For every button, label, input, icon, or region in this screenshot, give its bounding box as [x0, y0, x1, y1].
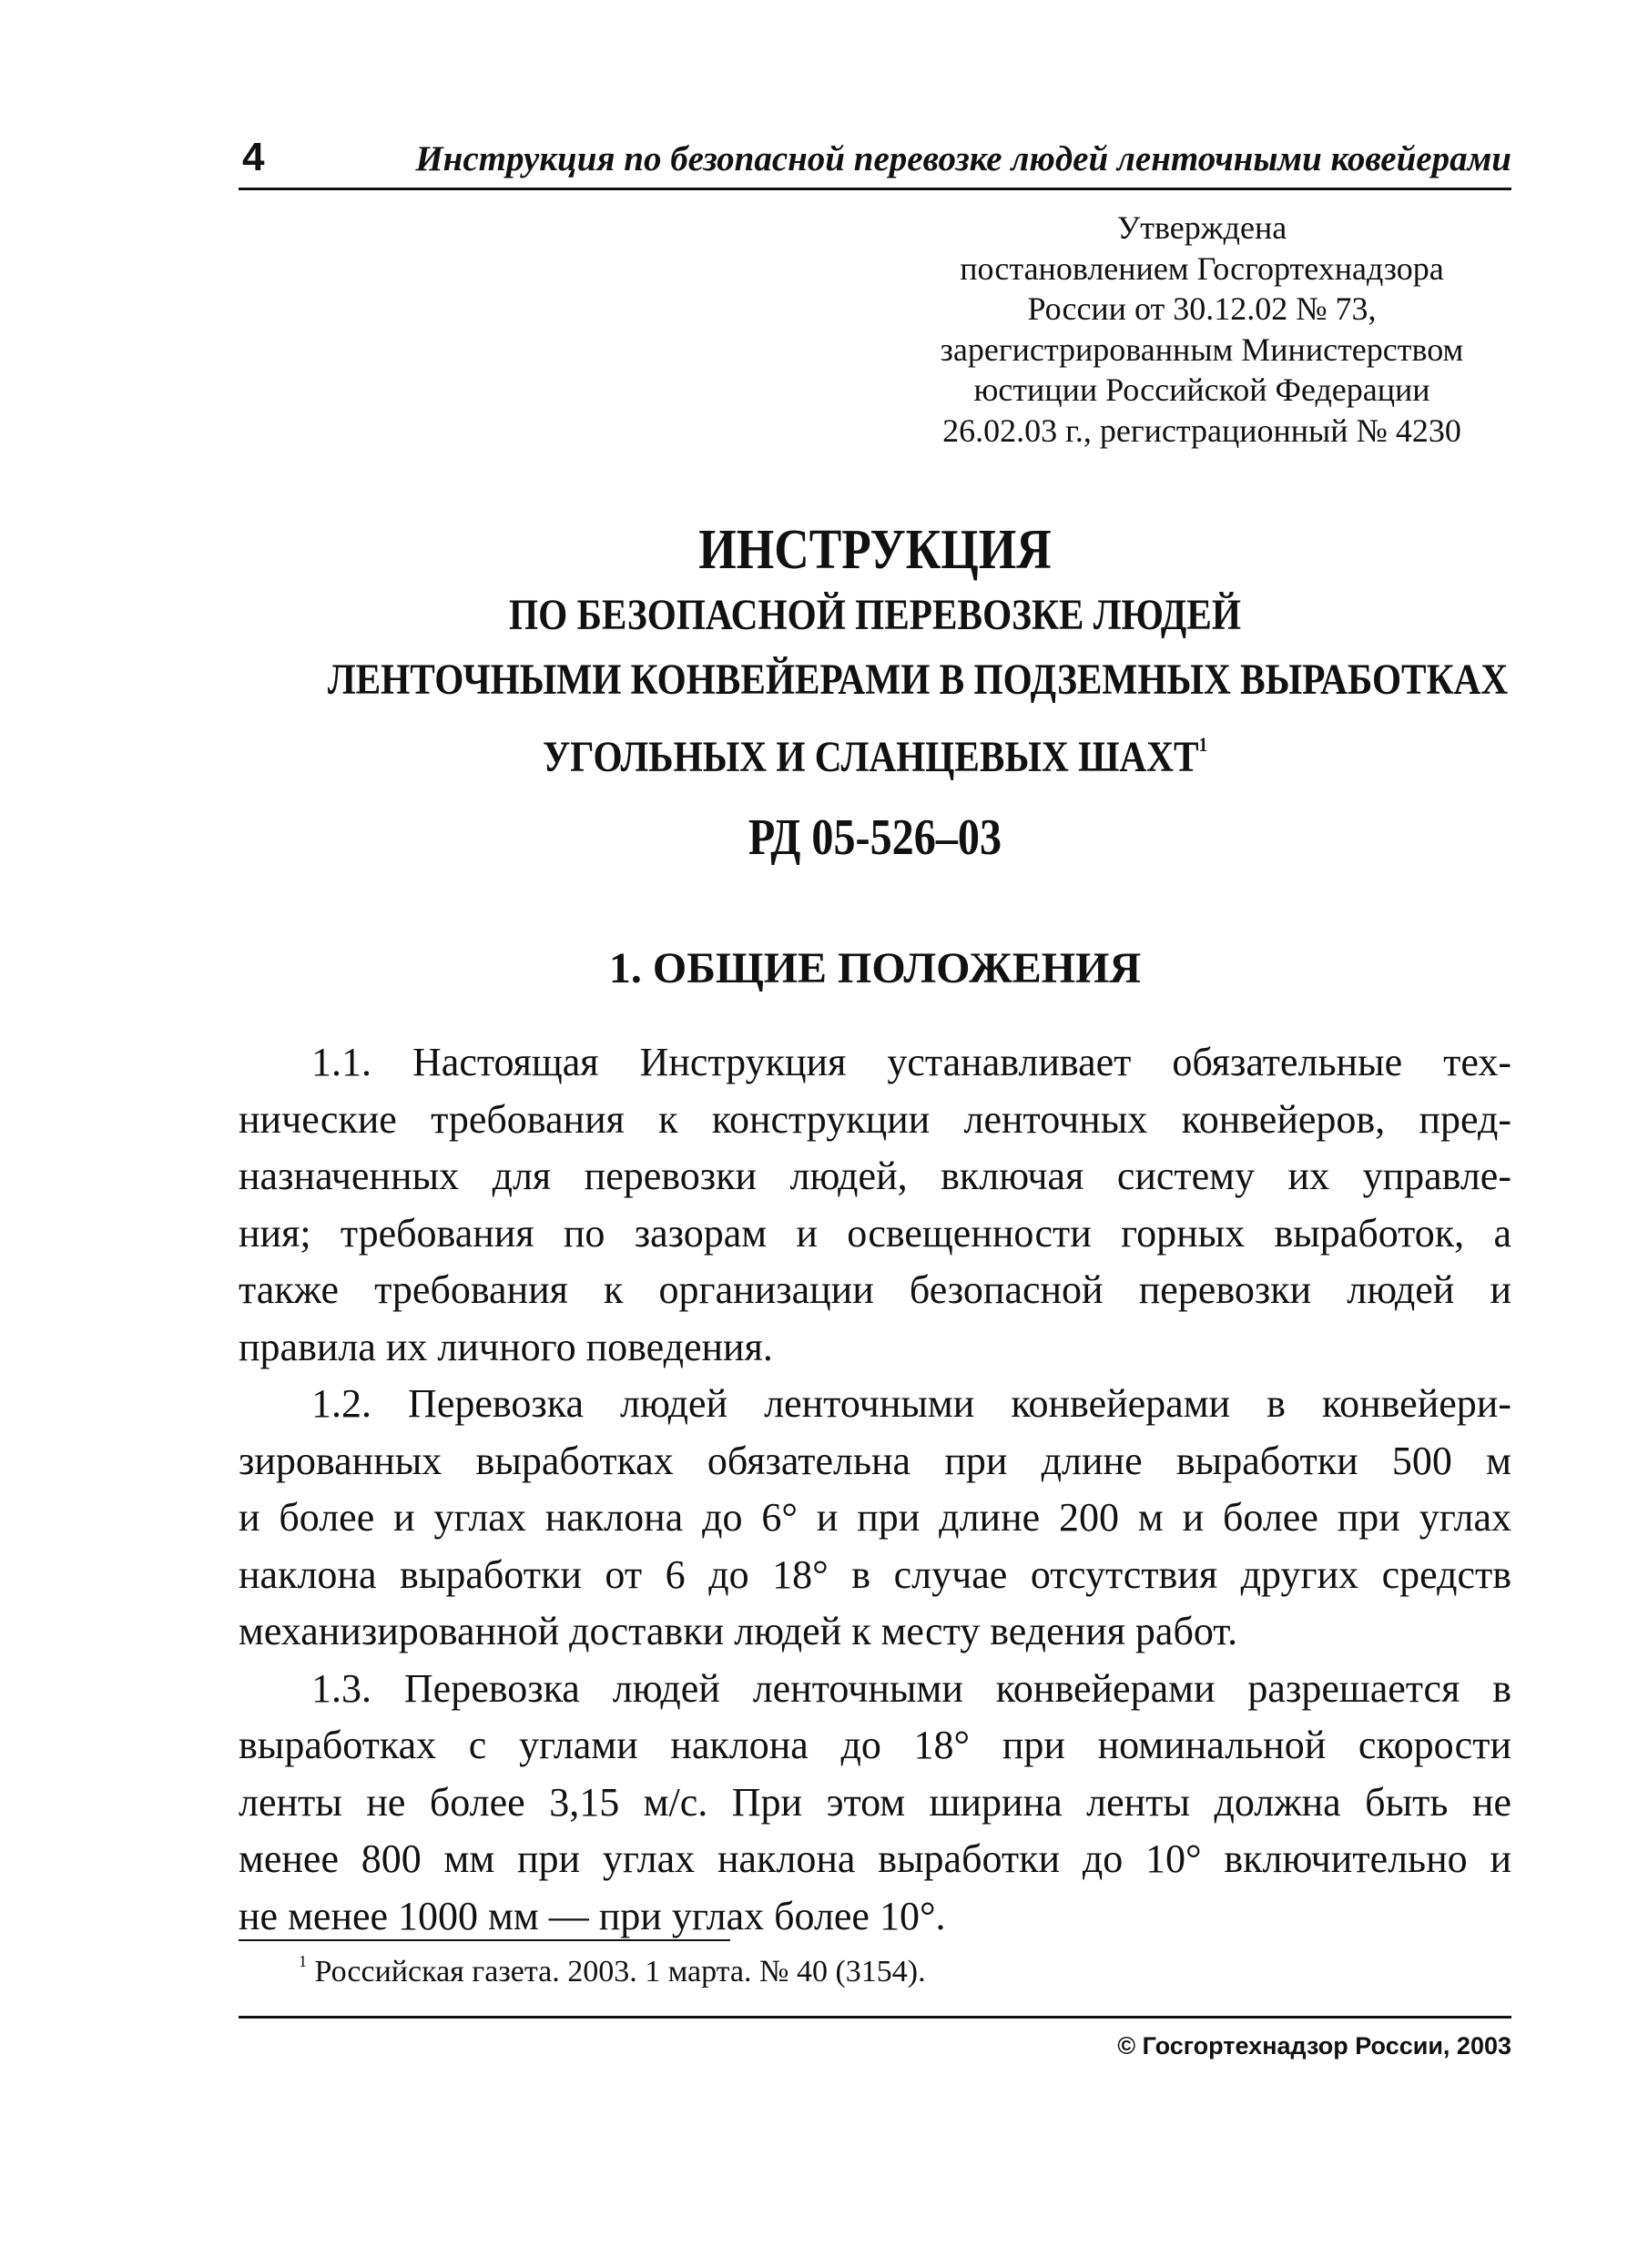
- approval-line: России от 30.12.02 № 73,: [1027, 290, 1377, 327]
- text-line: правила их личного поведения.: [239, 1324, 773, 1369]
- text-line: назначенных для перевозки людей, включая систему их управле-: [239, 1154, 1511, 1198]
- approval-line: Утверждена: [1116, 209, 1287, 246]
- section-heading: 1. ОБЩИЕ ПОЛОЖЕНИЯ: [608, 944, 1142, 992]
- approval-line: юстиции Российской Федерации: [973, 371, 1430, 408]
- footnote-mark: 1: [299, 1952, 307, 1970]
- text-line: ния; требования по зазорам и освещенности горных выработок, а: [239, 1210, 1511, 1256]
- running-title: Инструкция по безопасной перевозке людей ленточными ковейерами: [415, 139, 1511, 178]
- text-line: не менее 1000 мм — при углах более 10°.: [239, 1893, 946, 1938]
- copyright: © Госгортехнадзор России, 2003: [1117, 2032, 1511, 2060]
- approval-line: постановлением Госгортехнадзора: [960, 249, 1444, 287]
- title-subline-text: УГОЛЬНЫХ И СЛАНЦЕВЫХ ШАХТ: [542, 733, 1199, 781]
- paragraph-1-1: [239, 1034, 1511, 1376]
- title-main: ИНСТРУКЦИЯ: [698, 519, 1052, 581]
- document-title: [327, 517, 1509, 789]
- text-line: и более и углах наклона до 6° и при длине 200 м и более при углах: [239, 1495, 1511, 1540]
- bottom-divider: [239, 2016, 1511, 2019]
- text-line: наклона выработки от 6 до 18° в случае отсутствия других средств: [239, 1551, 1511, 1597]
- title-subline: ПО БЕЗОПАСНОЙ ПЕРЕВОЗКЕ ЛЮДЕЙ: [509, 591, 1241, 639]
- document-code: РД 05-526–03: [748, 809, 1002, 866]
- text-line: менее 800 мм при углах наклона выработки до 10° включительно и: [239, 1836, 1511, 1881]
- text-line: также требования к организации безопасной перевозки людей и: [239, 1267, 1511, 1312]
- approval-line: зарегистрированным Министерством: [940, 331, 1464, 368]
- page-number: 4: [242, 135, 265, 179]
- footnote: [299, 1952, 926, 1989]
- text-line: 1.2. Перевозка людей ленточными конвейерами в конвейери-: [311, 1381, 1511, 1426]
- footnote-divider: [239, 1939, 730, 1941]
- title-footnote-mark: 1: [1198, 733, 1208, 756]
- text-line: нические требования к конструкции ленточных конвейеров, пред-: [239, 1096, 1511, 1142]
- text-line: 1.3. Перевозка людей ленточными конвейерами разрешается в: [311, 1665, 1511, 1711]
- paragraph-1-3: [239, 1661, 1511, 1946]
- approval-block: [892, 208, 1511, 451]
- page-header: [239, 135, 1511, 190]
- paragraph-1-2: [239, 1376, 1511, 1661]
- title-subline: ЛЕНТОЧНЫМИ КОНВЕЙЕРАМИ В ПОДЗЕМНЫХ ВЫРАБОТКАХ: [327, 656, 1509, 704]
- text-line: выработках с углами наклона до 18° при номинальной скорости: [239, 1723, 1511, 1767]
- footnote-text: Российская газета. 2003. 1 марта. № 40 (3154).: [314, 1955, 926, 1988]
- approval-line: 26.02.03 г., регистрационный № 4230: [942, 412, 1461, 449]
- title-subline-last: [328, 712, 1422, 789]
- text-line: ленты не более 3,15 м/с. При этом ширина ленты должна быть не: [239, 1779, 1511, 1825]
- text-line: 1.1. Настоящая Инструкция устанавливает обязательные тех-: [311, 1040, 1511, 1084]
- text-line: зированных выработках обязательна при длине выработки 500 м: [239, 1438, 1511, 1483]
- body-text: [239, 1034, 1511, 1945]
- text-line: механизированной доставки людей к месту ведения работ.: [239, 1609, 1238, 1653]
